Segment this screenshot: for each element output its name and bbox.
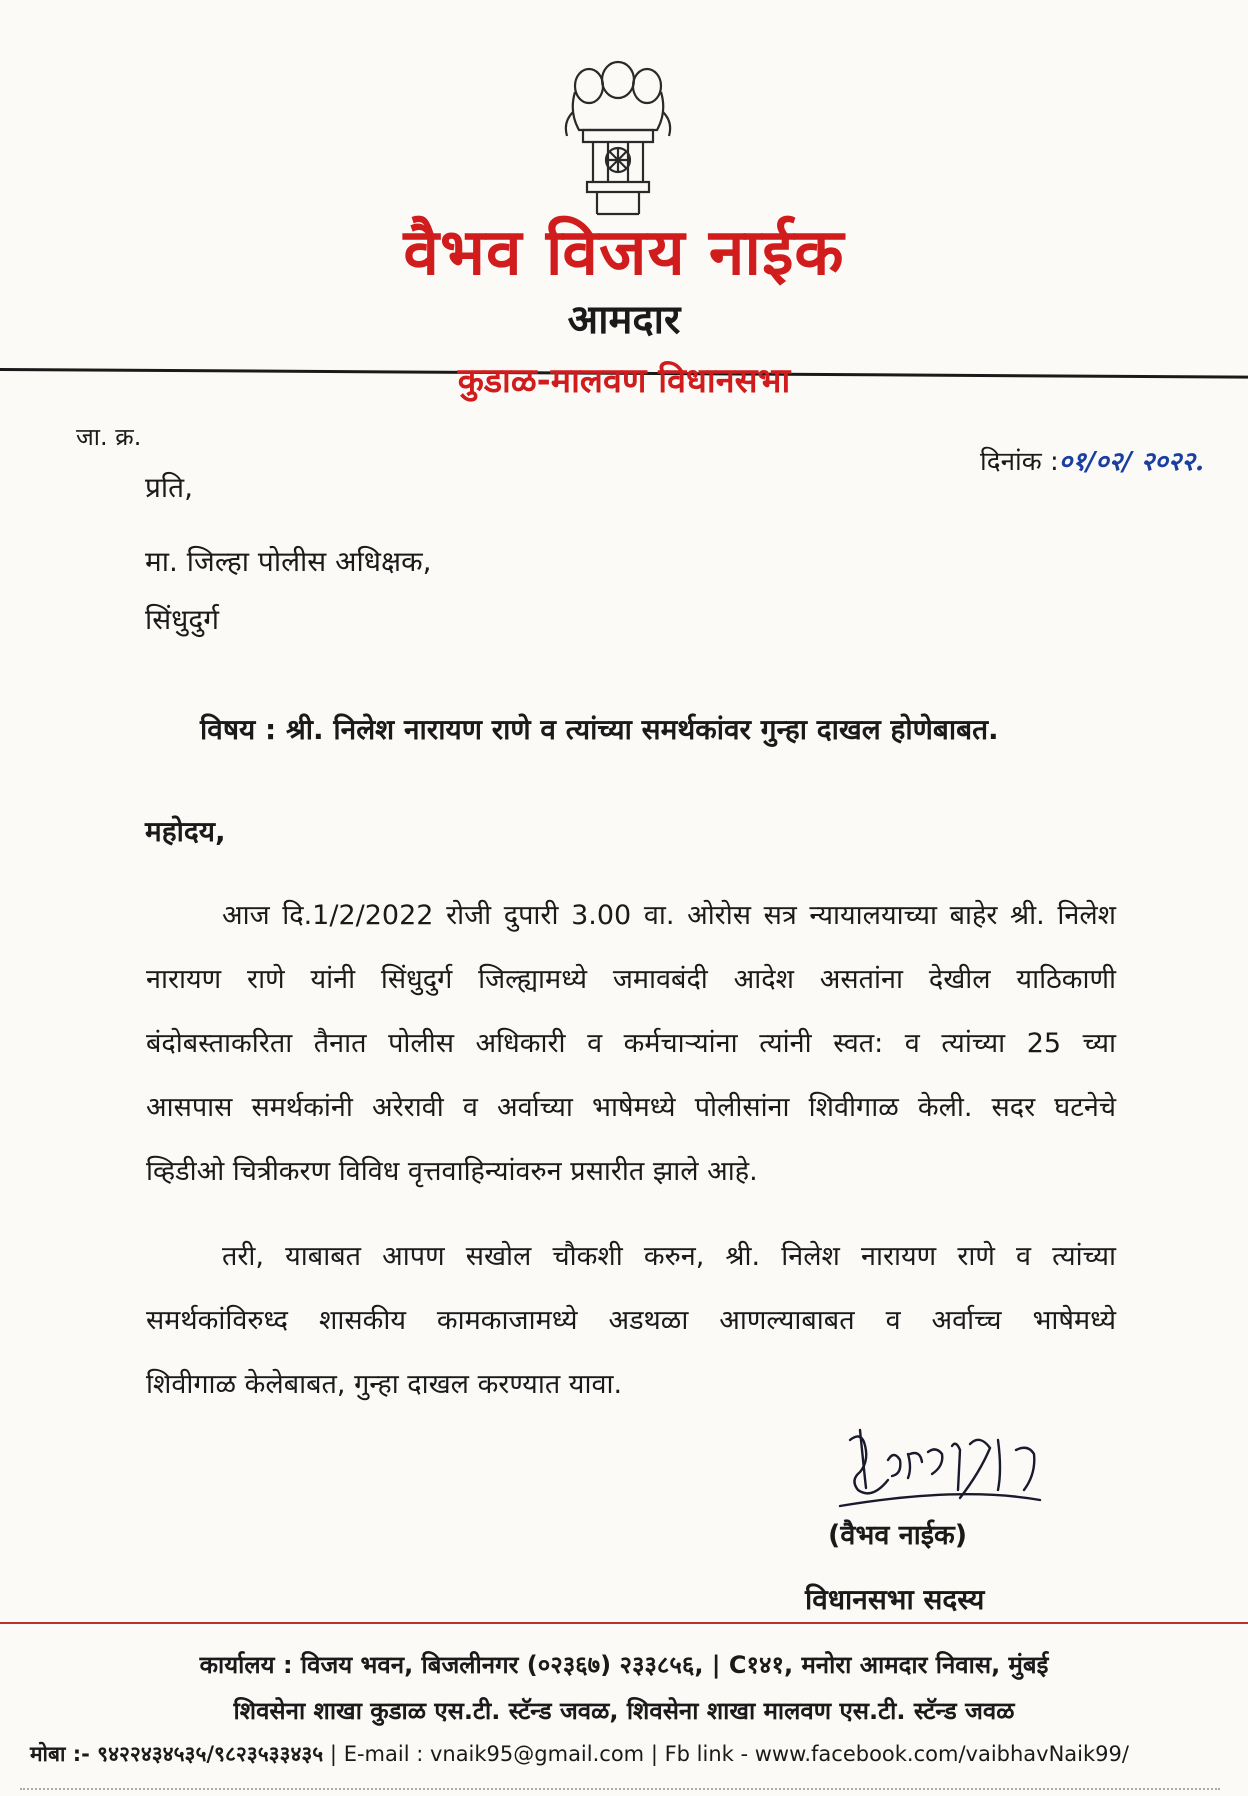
date-value: ०१/०२/ २०२२. <box>1058 447 1204 477</box>
footer-contact-line <box>30 1740 1129 1768</box>
body-line: व्हिडीओ चित्रीकरण विविध वृत्तवाहिन्यांवरुन प्रसारीत झाले आहे. <box>146 1156 758 1187</box>
footer-fb-link: Fb link - www.facebook.com/vaibhavNaik99/ <box>664 1742 1129 1766</box>
footer-phone: मोबा :- ९४२२४३४५३५/९८२३५३३४३५ <box>30 1742 324 1766</box>
body-line: आज दि.1/2/2022 रोजी दुपारी 3.00 वा. ओरोस सत्र न्यायालयाच्या बाहेर श्री. निलेश <box>222 900 1116 931</box>
footer-separator: | <box>329 1742 344 1766</box>
body-line: तरी, याबाबत आपण सखोल चौकशी करुन, श्री. निलेश नारायण राणे व त्यांच्या <box>222 1241 1116 1272</box>
bottom-dotted-line <box>20 1788 1220 1790</box>
recipient-line-2: मा. जिल्हा पोलीस अधिक्षक, <box>145 545 432 578</box>
signatory-title: विधानसभा सदस्य <box>805 1583 985 1616</box>
recipient-line-3: सिंधुदुर्ग <box>145 603 220 636</box>
letter-subject: विषय : श्री. निलेश नारायण राणे व त्यांच्या समर्थकांवर गुन्हा दाखल होणेबाबत. <box>200 713 999 746</box>
signatory-name: (वैभव नाईक) <box>828 1520 968 1551</box>
letter-date <box>980 442 1204 478</box>
body-line: समर्थकांविरुध्द शासकीय कामकाजामध्ये अडथळा आणल्याबाबत व अर्वाच्च भाषेमध्ये <box>146 1305 1116 1336</box>
body-line: बंदोबस्ताकरिता तैनात पोलीस अधिकारी व कर्मचाऱ्यांना त्यांनी स्वत: व त्यांच्या 25 च्या <box>146 1028 1116 1059</box>
salutation: महोदय, <box>145 815 226 848</box>
body-line: नारायण राणे यांनी सिंधुदुर्ग जिल्ह्यामध्ये जमावबंदी आदेश असतांना देखील याठिकाणी <box>146 964 1116 995</box>
letterhead-constituency: कुडाळ-मालवण विधानसभा <box>457 361 791 401</box>
date-label: दिनांक : <box>980 447 1059 477</box>
footer-email: E-mail : vnaik95@gmail.com <box>343 1742 645 1766</box>
body-paragraph-1 <box>146 884 1116 1204</box>
footer-address-line-2: शिवसेना शाखा कुडाळ एस.टी. स्टॅन्ड जवळ, शिवसेना शाखा मालवण एस.टी. स्टॅन्ड जवळ <box>233 1697 1015 1725</box>
footer-separator: | <box>650 1742 665 1766</box>
body-line: आसपास समर्थकांनी अरेरावी व अर्वाच्या भाषेमध्ये पोलीसांना शिवीगाळ केली. सदर घटनेचे <box>146 1092 1116 1123</box>
reference-number: जा. क्र. <box>76 423 142 451</box>
footer-divider <box>0 1622 1248 1624</box>
recipient-line-1: प्रति, <box>145 471 194 504</box>
state-emblem-icon <box>553 52 683 230</box>
body-paragraph-2 <box>146 1225 1116 1417</box>
letterhead-role: आमदार <box>567 297 681 343</box>
letterhead-name: वैभव विजय नाईक <box>403 216 845 290</box>
footer-address-line-1: कार्यालय : विजय भवन, बिजलीनगर (०२३६७) २३३८५६, | C१४१, मनोरा आमदार निवास, मुंबई <box>199 1651 1049 1679</box>
body-line: शिवीगाळ केलेबाबत, गुन्हा दाखल करण्यात यावा. <box>146 1369 623 1400</box>
